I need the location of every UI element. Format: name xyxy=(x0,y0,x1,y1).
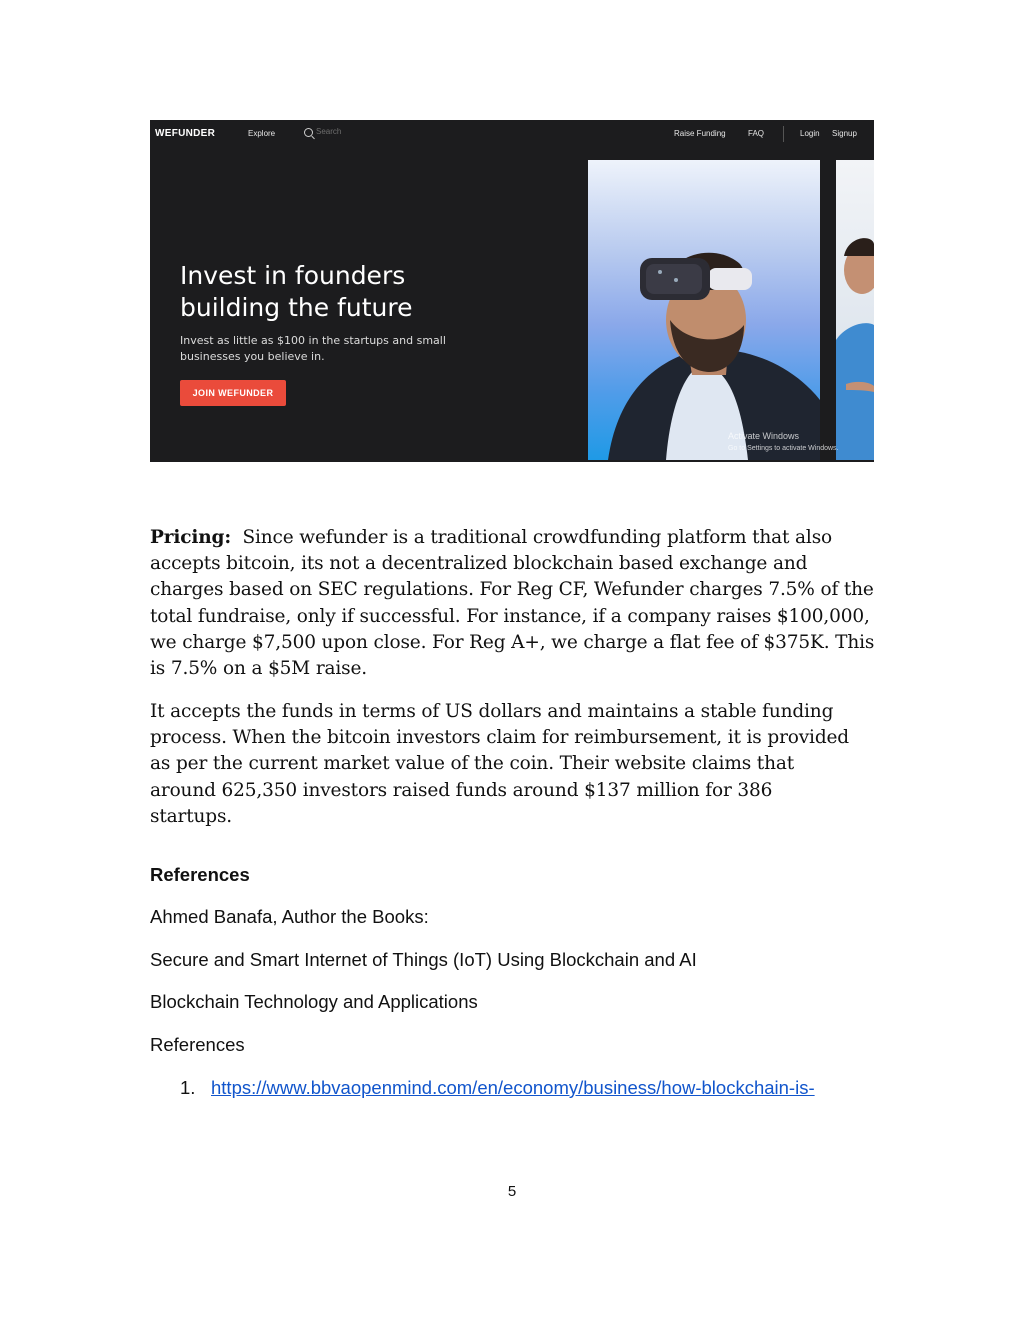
references-subheading: References xyxy=(150,1034,245,1055)
search-input[interactable] xyxy=(316,127,376,136)
page-number: 5 xyxy=(507,1183,517,1200)
funds-paragraph: It accepts the funds in terms of US dollars and maintains a stable funding process. When the bitcoin investors claim for reimbursement, it is provided as per the current market value of the coin. Their website claims that around 625,350 investors raised funds around $137 million for 386 startups. xyxy=(150,701,850,827)
smiling-person-illustration xyxy=(836,160,874,460)
wefunder-logo[interactable]: WEFUNDER xyxy=(155,128,216,139)
site-nav xyxy=(150,120,874,148)
pricing-paragraph xyxy=(150,525,880,682)
nav-explore-link[interactable]: Explore xyxy=(248,129,276,138)
reference-link[interactable]: https://www.bbvaopenmind.com/en/economy/business/how-blockchain-is- xyxy=(211,1077,815,1098)
nav-divider xyxy=(783,126,784,142)
activate-windows-subtext: Go to Settings to activate Windows. xyxy=(728,445,839,452)
vr-person-illustration xyxy=(588,160,820,460)
nav-signup-link[interactable]: Signup xyxy=(832,129,857,138)
search-icon xyxy=(304,128,313,137)
references-heading: References xyxy=(150,864,250,885)
activate-windows-watermark: Activate Windows xyxy=(728,431,800,441)
nav-login-link[interactable]: Login xyxy=(800,129,820,138)
hero-title-line-2: building the future xyxy=(180,293,413,322)
references-author: Ahmed Banafa, Author the Books: xyxy=(150,906,429,927)
hero-title xyxy=(180,260,412,324)
wefunder-screenshot xyxy=(150,120,874,462)
reference-number: 1. xyxy=(180,1077,196,1098)
hero-subtitle: Invest as little as $100 in the startups and small businesses you believe in. xyxy=(180,334,446,363)
references-book-1: Secure and Smart Internet of Things (IoT) Using Blockchain and AI xyxy=(150,949,697,970)
hero-card-vr-photo xyxy=(588,160,820,460)
pricing-text: Since wefunder is a traditional crowdfunding platform that also accepts bitcoin, its not a decentralized blockchain based exchange and charges based on SEC regulations. For Reg CF, Wefunder charges 7.5% of the total fundraise, only if successful. For instance, if a company raises $100,000, we charge $7,500 upon close. For Reg A+, we charge a flat fee of $375K. This is 7.5% on a $5M raise. xyxy=(150,527,875,680)
join-wefunder-button[interactable]: JOIN WEFUNDER xyxy=(180,380,286,406)
nav-faq-link[interactable]: FAQ xyxy=(748,129,765,138)
pricing-label: Pricing: xyxy=(150,527,231,548)
references-book-2: Blockchain Technology and Applications xyxy=(150,991,478,1012)
hero-card-person-photo xyxy=(836,160,874,460)
hero-title-line-1: Invest in founders xyxy=(180,261,406,290)
nav-raise-funding-link[interactable]: Raise Funding xyxy=(674,129,726,138)
